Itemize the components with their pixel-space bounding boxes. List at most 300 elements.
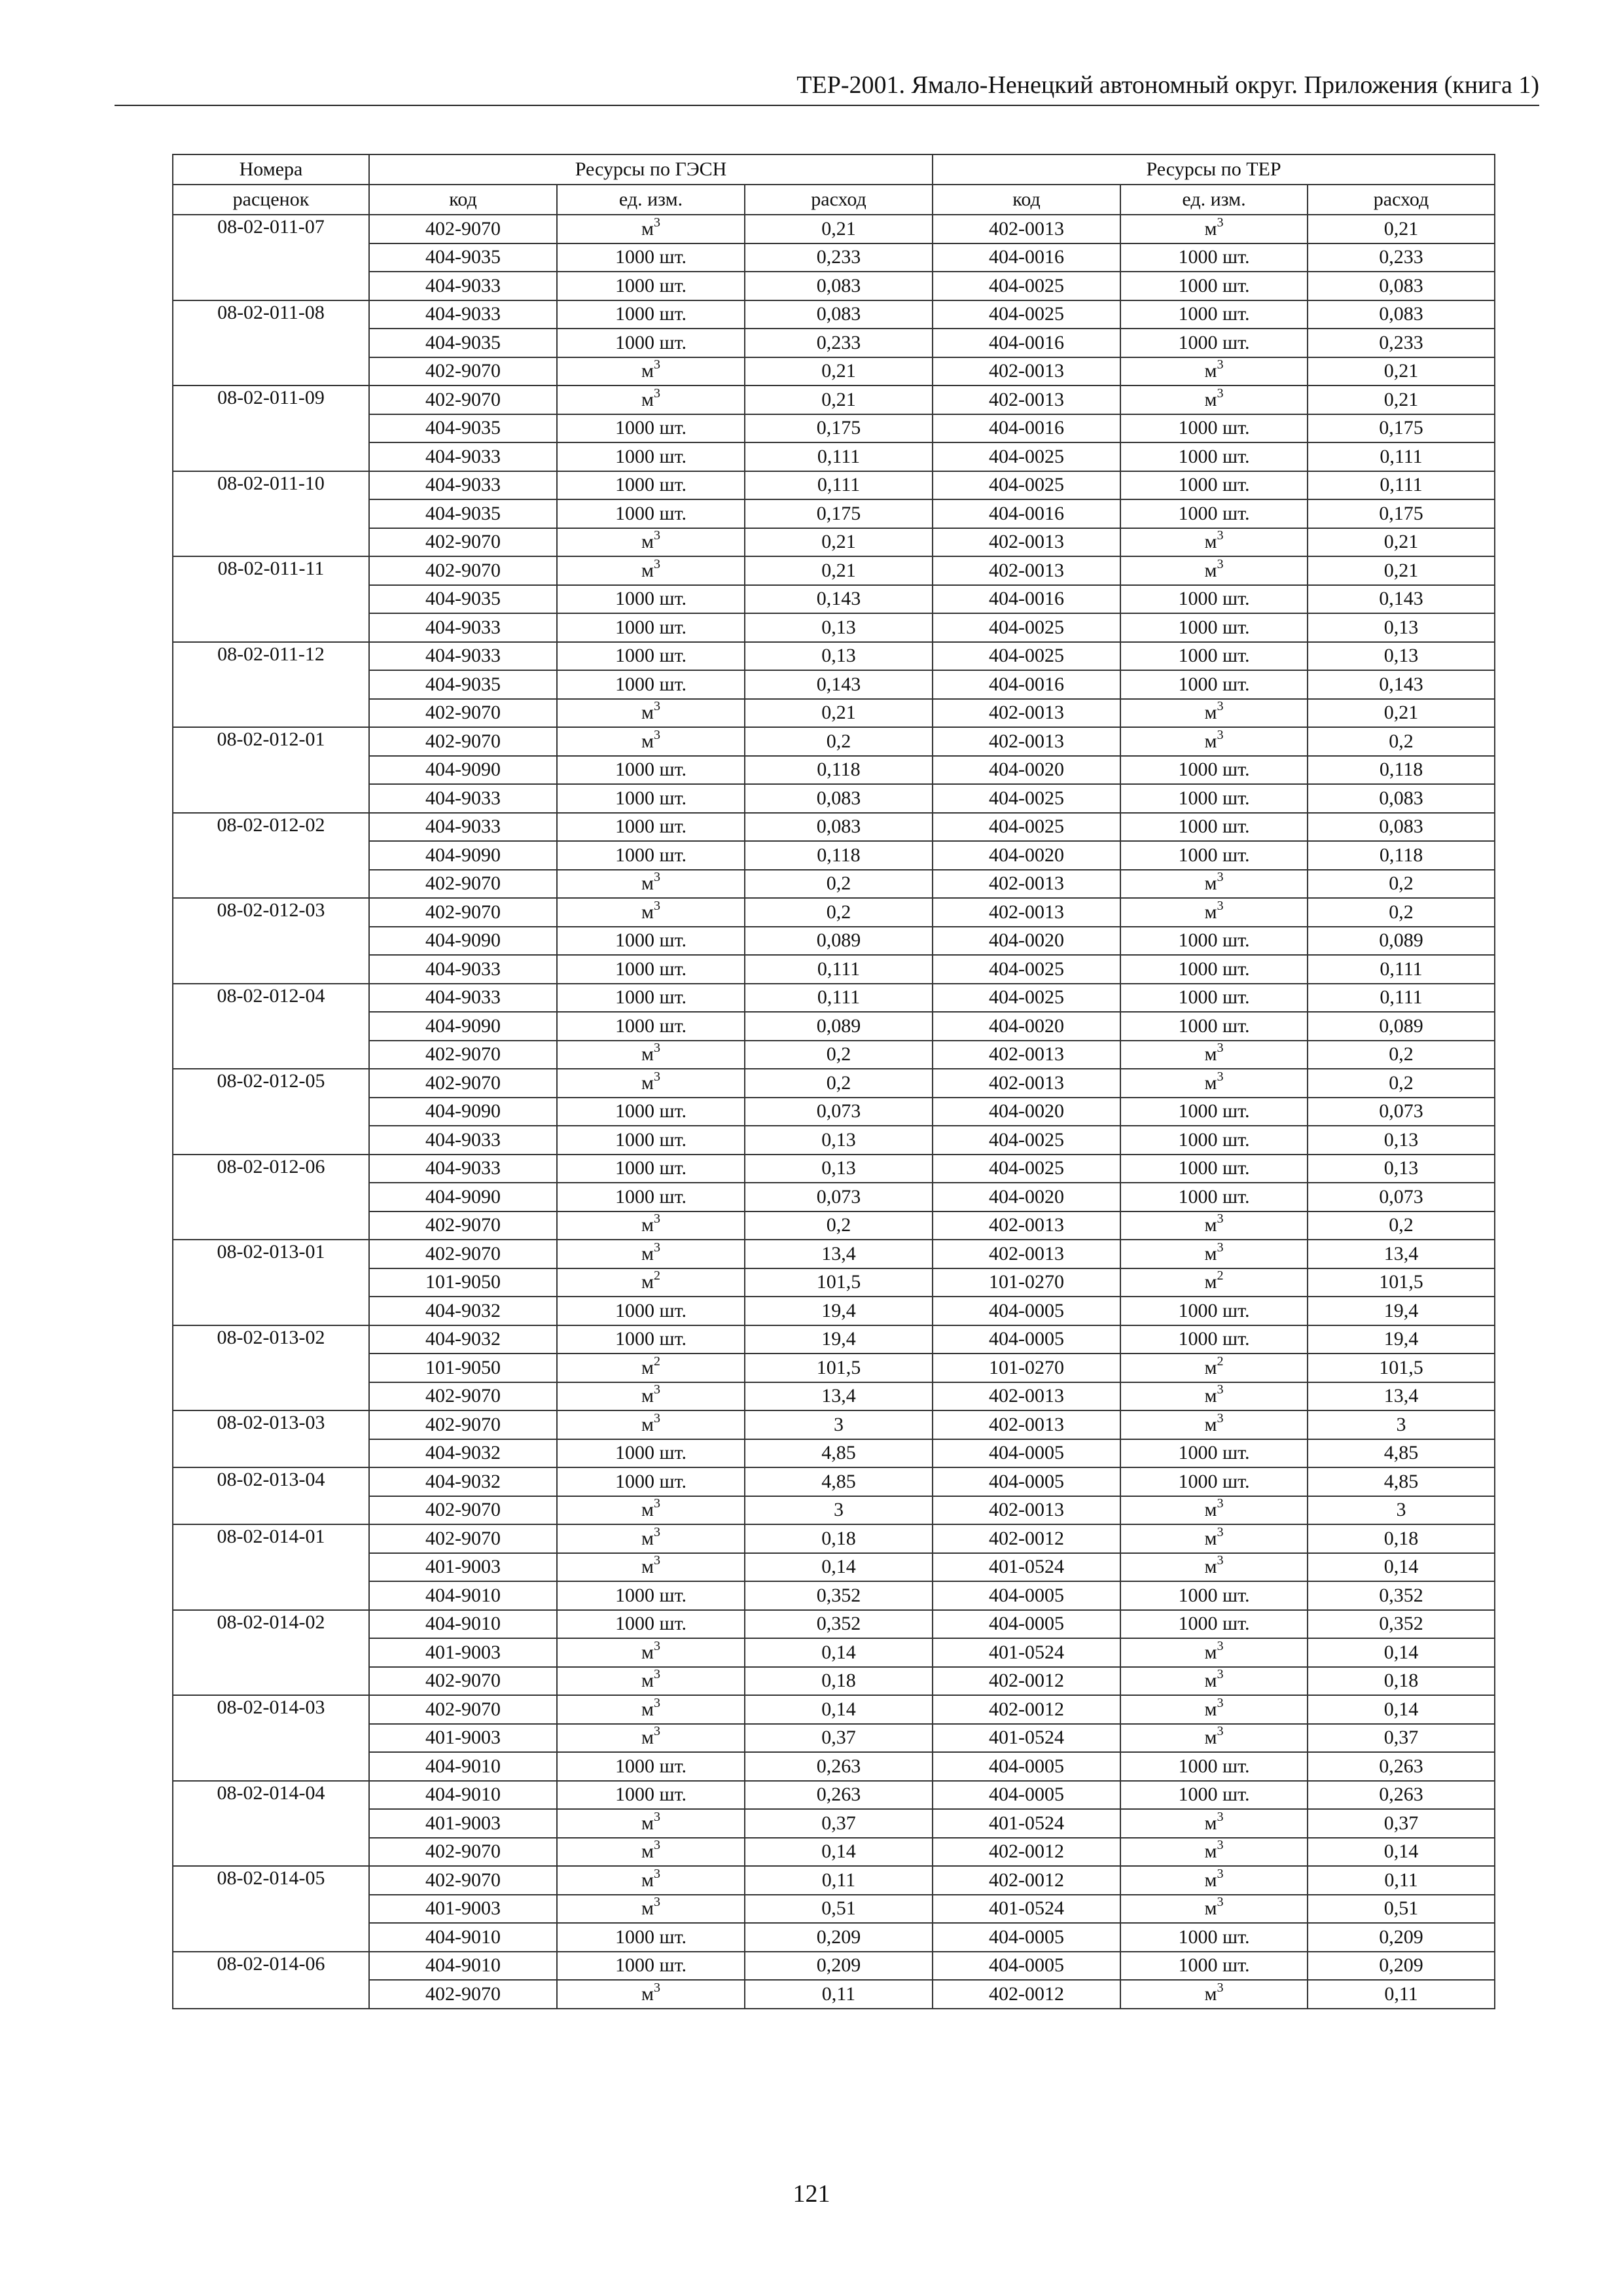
ter-unit-cell: 1000 шт. (1120, 784, 1308, 813)
table-row (173, 300, 1495, 329)
gesn-rate-cell: 0,083 (745, 813, 933, 842)
gesn-unit-cell: 1000 шт. (557, 1297, 745, 1325)
gesn-rate-cell: 13,4 (745, 1240, 933, 1268)
rate-number-cell: 08-02-012-03 (173, 898, 369, 984)
unit-exponent: 3 (1217, 386, 1224, 401)
header-gesn-rate: расход (745, 185, 933, 215)
ter-code-cell: 402-0013 (933, 215, 1120, 243)
ter-unit-cell: 1000 шт. (1120, 300, 1308, 329)
unit-base: м (641, 1840, 654, 1863)
rate-number-cell: 08-02-013-01 (173, 1240, 369, 1325)
ter-code-cell: 404-0020 (933, 841, 1120, 870)
gesn-code-cell: 401-9003 (369, 1638, 557, 1667)
ter-rate-cell: 13,4 (1308, 1240, 1495, 1268)
unit-base: м (641, 531, 654, 553)
gesn-code-cell: 101-9050 (369, 1268, 557, 1297)
header-gesn-resources: Ресурсы по ГЭСН (369, 154, 933, 185)
gesn-unit-cell (557, 1496, 745, 1525)
unit-exponent: 3 (1217, 1980, 1224, 1995)
ter-rate-cell: 0,51 (1308, 1895, 1495, 1924)
gesn-unit-cell: 1000 шт. (557, 613, 745, 642)
ter-rate-cell: 0,073 (1308, 1183, 1495, 1211)
ter-unit-cell: 1000 шт. (1120, 813, 1308, 842)
gesn-unit-cell: 1000 шт. (557, 1467, 745, 1496)
table-row (173, 1496, 1495, 1525)
unit-exponent: 3 (653, 1866, 660, 1881)
gesn-unit-cell (557, 1809, 745, 1838)
gesn-code-cell: 402-9070 (369, 1240, 557, 1268)
ter-code-cell: 404-0025 (933, 955, 1120, 984)
ter-rate-cell: 0,2 (1308, 1211, 1495, 1240)
gesn-code-cell: 101-9050 (369, 1354, 557, 1382)
unit-base: м (1204, 1812, 1217, 1834)
gesn-unit-cell (557, 1980, 745, 2009)
ter-rate-cell: 0,11 (1308, 1980, 1495, 2009)
table-row (173, 1952, 1495, 1981)
ter-unit-cell: 1000 шт. (1120, 585, 1308, 614)
ter-unit-cell (1120, 386, 1308, 414)
ter-rate-cell: 0,111 (1308, 442, 1495, 471)
unit-exponent: 3 (653, 1667, 660, 1682)
ter-rate-cell: 0,13 (1308, 1126, 1495, 1155)
ter-rate-cell: 0,11 (1308, 1866, 1495, 1895)
ter-unit-cell (1120, 1724, 1308, 1753)
unit-base: м (1204, 1641, 1217, 1663)
gesn-rate-cell: 0,14 (745, 1553, 933, 1582)
unit-base: м (1204, 1556, 1217, 1578)
ter-unit-cell: 1000 шт. (1120, 1012, 1308, 1041)
gesn-rate-cell: 0,089 (745, 1012, 933, 1041)
ter-rate-cell: 0,111 (1308, 984, 1495, 1013)
ter-unit-cell: 1000 шт. (1120, 1923, 1308, 1952)
ter-rate-cell: 0,2 (1308, 870, 1495, 899)
gesn-rate-cell: 0,2 (745, 1069, 933, 1098)
ter-code-cell: 404-0005 (933, 1952, 1120, 1981)
ter-rate-cell: 0,18 (1308, 1524, 1495, 1553)
gesn-unit-cell: 1000 шт. (557, 1581, 745, 1610)
ter-unit-cell (1120, 870, 1308, 899)
gesn-rate-cell: 0,209 (745, 1923, 933, 1952)
rate-number-cell: 08-02-013-02 (173, 1325, 369, 1411)
gesn-rate-cell: 0,18 (745, 1667, 933, 1696)
table-row (173, 1553, 1495, 1582)
gesn-rate-cell: 0,083 (745, 784, 933, 813)
unit-base: м (641, 1413, 654, 1435)
unit-exponent: 3 (653, 1895, 660, 1910)
ter-rate-cell: 0,2 (1308, 1041, 1495, 1069)
header-gesn-code: код (369, 185, 557, 215)
table-row (173, 1439, 1495, 1468)
table-row (173, 813, 1495, 842)
unit-exponent: 3 (653, 528, 660, 543)
ter-code-cell: 404-0016 (933, 329, 1120, 357)
unit-exponent: 3 (1217, 699, 1224, 714)
gesn-unit-cell: 1000 шт. (557, 813, 745, 842)
gesn-code-cell: 404-9090 (369, 1098, 557, 1126)
ter-rate-cell: 0,13 (1308, 1155, 1495, 1183)
gesn-code-cell: 402-9070 (369, 1524, 557, 1553)
ter-code-cell: 404-0005 (933, 1467, 1120, 1496)
unit-exponent: 3 (653, 1695, 660, 1710)
gesn-unit-cell: 1000 шт. (557, 670, 745, 699)
ter-unit-cell (1120, 1553, 1308, 1582)
ter-rate-cell: 0,209 (1308, 1952, 1495, 1981)
ter-code-cell: 404-0016 (933, 414, 1120, 443)
ter-code-cell: 404-0025 (933, 784, 1120, 813)
gesn-code-cell: 402-9070 (369, 528, 557, 557)
unit-base: м (641, 1556, 654, 1578)
gesn-rate-cell: 0,118 (745, 756, 933, 785)
ter-unit-cell: 1000 шт. (1120, 1126, 1308, 1155)
gesn-unit-cell: 1000 шт. (557, 585, 745, 614)
gesn-code-cell: 404-9010 (369, 1610, 557, 1639)
table-row (173, 1211, 1495, 1240)
ter-rate-cell: 0,2 (1308, 1069, 1495, 1098)
table-row (173, 1752, 1495, 1781)
unit-exponent: 3 (653, 1638, 660, 1653)
gesn-rate-cell: 0,14 (745, 1695, 933, 1724)
gesn-rate-cell: 3 (745, 1496, 933, 1525)
unit-exponent: 3 (1217, 357, 1224, 372)
gesn-unit-cell (557, 699, 745, 728)
table-row (173, 215, 1495, 243)
page-header: ТЕР-2001. Ямало-Ненецкий автономный округ. Приложения (книга 1) (115, 71, 1539, 106)
unit-base: м (1204, 730, 1217, 752)
unit-base: м (641, 1242, 654, 1265)
header-gesn-unit: ед. изм. (557, 185, 745, 215)
gesn-code-cell: 404-9010 (369, 1781, 557, 1810)
gesn-code-cell: 404-9035 (369, 329, 557, 357)
rate-number-cell: 08-02-013-04 (173, 1467, 369, 1524)
unit-exponent: 3 (653, 1838, 660, 1853)
table-row (173, 1667, 1495, 1696)
ter-unit-cell (1120, 1268, 1308, 1297)
ter-unit-cell: 1000 шт. (1120, 272, 1308, 300)
unit-base: м (1204, 872, 1217, 895)
ter-unit-cell (1120, 1809, 1308, 1838)
header-rate-numbers-line2: расценок (173, 185, 369, 215)
unit-exponent: 3 (1217, 1838, 1224, 1853)
ter-rate-cell: 0,21 (1308, 357, 1495, 386)
ter-unit-cell (1120, 357, 1308, 386)
ter-rate-cell: 101,5 (1308, 1354, 1495, 1382)
resources-table (172, 154, 1495, 2009)
ter-unit-cell (1120, 699, 1308, 728)
gesn-rate-cell: 0,37 (745, 1809, 933, 1838)
gesn-code-cell: 404-9033 (369, 442, 557, 471)
gesn-rate-cell: 0,111 (745, 442, 933, 471)
ter-code-cell: 401-0524 (933, 1895, 1120, 1924)
gesn-rate-cell: 101,5 (745, 1354, 933, 1382)
gesn-unit-cell: 1000 шт. (557, 1098, 745, 1126)
unit-base: м (641, 388, 654, 410)
unit-base: м (1204, 388, 1217, 410)
gesn-unit-cell (557, 1895, 745, 1924)
gesn-code-cell: 402-9070 (369, 1866, 557, 1895)
unit-base: м (641, 1982, 654, 2005)
ter-unit-cell (1120, 1895, 1308, 1924)
gesn-code-cell: 404-9010 (369, 1923, 557, 1952)
table-row (173, 1610, 1495, 1639)
unit-exponent: 3 (653, 556, 660, 571)
ter-unit-cell (1120, 1866, 1308, 1895)
unit-base: м (641, 1356, 654, 1378)
ter-unit-cell (1120, 898, 1308, 927)
rate-number-cell: 08-02-014-04 (173, 1781, 369, 1867)
gesn-rate-cell: 0,233 (745, 243, 933, 272)
rate-number-cell: 08-02-014-06 (173, 1952, 369, 2009)
gesn-rate-cell: 0,143 (745, 585, 933, 614)
gesn-unit-cell (557, 1553, 745, 1582)
ter-rate-cell: 0,111 (1308, 955, 1495, 984)
table-row (173, 1410, 1495, 1439)
unit-exponent: 3 (1217, 727, 1224, 742)
gesn-rate-cell: 101,5 (745, 1268, 933, 1297)
ter-unit-cell: 1000 шт. (1120, 243, 1308, 272)
gesn-rate-cell: 0,2 (745, 870, 933, 899)
gesn-code-cell: 404-9035 (369, 585, 557, 614)
gesn-rate-cell: 0,21 (745, 386, 933, 414)
gesn-code-cell: 404-9090 (369, 927, 557, 956)
ter-code-cell: 404-0005 (933, 1781, 1120, 1810)
gesn-code-cell: 402-9070 (369, 1382, 557, 1411)
unit-base: м (641, 1812, 654, 1834)
table-row (173, 1012, 1495, 1041)
gesn-code-cell: 404-9033 (369, 642, 557, 671)
table-row (173, 784, 1495, 813)
table-row (173, 528, 1495, 557)
gesn-unit-cell: 1000 шт. (557, 841, 745, 870)
table-row (173, 1866, 1495, 1895)
unit-exponent: 3 (1217, 1695, 1224, 1710)
ter-unit-cell: 1000 шт. (1120, 414, 1308, 443)
unit-exponent: 2 (653, 1354, 660, 1369)
gesn-unit-cell: 1000 шт. (557, 955, 745, 984)
table-row (173, 414, 1495, 443)
unit-exponent: 3 (653, 1524, 660, 1539)
table-row (173, 1467, 1495, 1496)
unit-base: м (641, 559, 654, 581)
ter-unit-cell (1120, 1240, 1308, 1268)
unit-base: м (641, 217, 654, 240)
gesn-rate-cell: 0,11 (745, 1866, 933, 1895)
header-ter-code: код (933, 185, 1120, 215)
gesn-rate-cell: 0,21 (745, 528, 933, 557)
gesn-rate-cell: 0,2 (745, 1041, 933, 1069)
unit-base: м (1204, 1071, 1217, 1094)
ter-code-cell: 404-0005 (933, 1297, 1120, 1325)
gesn-code-cell: 404-9033 (369, 613, 557, 642)
unit-base: м (641, 872, 654, 895)
gesn-rate-cell: 0,18 (745, 1524, 933, 1553)
header-ter-rate: расход (1308, 185, 1495, 215)
gesn-code-cell: 402-9070 (369, 386, 557, 414)
gesn-code-cell: 404-9033 (369, 1126, 557, 1155)
table-row (173, 1325, 1495, 1354)
table-row (173, 1268, 1495, 1297)
ter-code-cell: 402-0013 (933, 357, 1120, 386)
ter-rate-cell: 0,13 (1308, 613, 1495, 642)
ter-code-cell: 404-0016 (933, 670, 1120, 699)
ter-code-cell: 401-0524 (933, 1724, 1120, 1753)
table-row (173, 272, 1495, 300)
table-row (173, 955, 1495, 984)
rate-number-cell: 08-02-011-08 (173, 300, 369, 386)
unit-exponent: 3 (1217, 1382, 1224, 1397)
ter-unit-cell (1120, 1041, 1308, 1069)
gesn-unit-cell: 1000 шт. (557, 642, 745, 671)
table-row (173, 1155, 1495, 1183)
ter-unit-cell (1120, 1667, 1308, 1696)
unit-base: м (1204, 1043, 1217, 1066)
unit-exponent: 3 (1217, 1866, 1224, 1881)
gesn-code-cell: 404-9032 (369, 1325, 557, 1354)
ter-code-cell: 101-0270 (933, 1268, 1120, 1297)
ter-code-cell: 404-0020 (933, 927, 1120, 956)
gesn-rate-cell: 0,2 (745, 898, 933, 927)
ter-code-cell: 404-0005 (933, 1581, 1120, 1610)
unit-base: м (1204, 1242, 1217, 1265)
ter-rate-cell: 0,073 (1308, 1098, 1495, 1126)
unit-base: м (641, 1271, 654, 1293)
ter-code-cell: 404-0025 (933, 471, 1120, 500)
gesn-unit-cell: 1000 шт. (557, 329, 745, 357)
ter-rate-cell: 0,111 (1308, 471, 1495, 500)
rate-number-cell: 08-02-014-05 (173, 1866, 369, 1952)
ter-rate-cell: 0,21 (1308, 699, 1495, 728)
unit-exponent: 3 (653, 1496, 660, 1511)
gesn-code-cell: 402-9070 (369, 1041, 557, 1069)
unit-base: м (641, 702, 654, 724)
table-row (173, 670, 1495, 699)
gesn-rate-cell: 0,118 (745, 841, 933, 870)
ter-code-cell: 401-0524 (933, 1809, 1120, 1838)
ter-code-cell: 402-0013 (933, 1041, 1120, 1069)
ter-code-cell: 402-0012 (933, 1866, 1120, 1895)
ter-code-cell: 404-0020 (933, 1098, 1120, 1126)
gesn-unit-cell (557, 1724, 745, 1753)
gesn-unit-cell (557, 1695, 745, 1724)
unit-base: м (641, 1499, 654, 1521)
ter-unit-cell: 1000 шт. (1120, 1155, 1308, 1183)
gesn-rate-cell: 0,14 (745, 1838, 933, 1867)
unit-exponent: 2 (1217, 1354, 1224, 1369)
gesn-unit-cell (557, 556, 745, 585)
ter-unit-cell (1120, 1838, 1308, 1867)
gesn-code-cell: 402-9070 (369, 1980, 557, 2009)
unit-base: м (1204, 531, 1217, 553)
gesn-rate-cell: 0,2 (745, 727, 933, 756)
ter-code-cell: 404-0005 (933, 1610, 1120, 1639)
unit-base: м (1204, 1897, 1217, 1920)
gesn-rate-cell: 0,143 (745, 670, 933, 699)
table-row (173, 1923, 1495, 1952)
unit-exponent: 3 (1217, 870, 1224, 885)
unit-base: м (1204, 1698, 1217, 1720)
gesn-code-cell: 404-9032 (369, 1297, 557, 1325)
gesn-code-cell: 404-9032 (369, 1439, 557, 1468)
gesn-unit-cell (557, 1354, 745, 1382)
gesn-rate-cell: 0,13 (745, 1126, 933, 1155)
rate-number-cell: 08-02-011-10 (173, 471, 369, 557)
gesn-unit-cell: 1000 шт. (557, 927, 745, 956)
ter-rate-cell: 0,14 (1308, 1553, 1495, 1582)
ter-unit-cell (1120, 1211, 1308, 1240)
gesn-rate-cell: 0,11 (745, 1980, 933, 2009)
unit-base: м (641, 360, 654, 382)
ter-unit-cell: 1000 шт. (1120, 442, 1308, 471)
gesn-unit-cell (557, 1240, 745, 1268)
gesn-code-cell: 402-9070 (369, 1695, 557, 1724)
table-row (173, 243, 1495, 272)
unit-exponent: 3 (1217, 528, 1224, 543)
unit-exponent: 3 (1217, 1240, 1224, 1255)
gesn-unit-cell (557, 727, 745, 756)
gesn-rate-cell: 0,21 (745, 215, 933, 243)
gesn-unit-cell (557, 1667, 745, 1696)
table-row (173, 1809, 1495, 1838)
gesn-rate-cell: 0,111 (745, 984, 933, 1013)
ter-code-cell: 404-0020 (933, 1183, 1120, 1211)
unit-exponent: 3 (653, 699, 660, 714)
header-rate-numbers: Номера (173, 154, 369, 185)
gesn-unit-cell (557, 870, 745, 899)
gesn-code-cell: 404-9090 (369, 756, 557, 785)
ter-unit-cell: 1000 шт. (1120, 471, 1308, 500)
ter-unit-cell: 1000 шт. (1120, 1297, 1308, 1325)
unit-exponent: 3 (1217, 1041, 1224, 1056)
gesn-rate-cell: 0,37 (745, 1724, 933, 1753)
ter-rate-cell: 0,083 (1308, 272, 1495, 300)
rate-number-cell: 08-02-011-12 (173, 642, 369, 728)
gesn-code-cell: 402-9070 (369, 357, 557, 386)
gesn-rate-cell: 0,073 (745, 1183, 933, 1211)
gesn-code-cell: 404-9033 (369, 813, 557, 842)
rate-number-cell: 08-02-014-02 (173, 1610, 369, 1696)
gesn-rate-cell: 0,089 (745, 927, 933, 956)
table-row (173, 1581, 1495, 1610)
unit-base: м (1204, 1413, 1217, 1435)
ter-rate-cell: 3 (1308, 1410, 1495, 1439)
gesn-code-cell: 404-9032 (369, 1467, 557, 1496)
gesn-unit-cell: 1000 шт. (557, 1325, 745, 1354)
table-row (173, 1895, 1495, 1924)
ter-code-cell: 404-0016 (933, 585, 1120, 614)
ter-unit-cell: 1000 шт. (1120, 1581, 1308, 1610)
gesn-code-cell: 401-9003 (369, 1553, 557, 1582)
gesn-unit-cell: 1000 шт. (557, 442, 745, 471)
gesn-rate-cell: 4,85 (745, 1467, 933, 1496)
rate-number-cell: 08-02-011-11 (173, 556, 369, 642)
gesn-unit-cell: 1000 шт. (557, 1752, 745, 1781)
gesn-code-cell: 404-9033 (369, 272, 557, 300)
ter-rate-cell: 0,2 (1308, 898, 1495, 927)
ter-unit-cell (1120, 215, 1308, 243)
ter-unit-cell: 1000 шт. (1120, 1467, 1308, 1496)
ter-code-cell: 404-0005 (933, 1325, 1120, 1354)
table-row (173, 1297, 1495, 1325)
ter-code-cell: 402-0013 (933, 898, 1120, 927)
table-row (173, 870, 1495, 899)
ter-rate-cell: 0,233 (1308, 243, 1495, 272)
table-row (173, 386, 1495, 414)
unit-base: м (1204, 1527, 1217, 1549)
ter-rate-cell: 0,083 (1308, 784, 1495, 813)
ter-unit-cell: 1000 шт. (1120, 1183, 1308, 1211)
ter-code-cell: 404-0005 (933, 1923, 1120, 1952)
rate-number-cell: 08-02-012-04 (173, 984, 369, 1069)
gesn-rate-cell: 0,263 (745, 1781, 933, 1810)
